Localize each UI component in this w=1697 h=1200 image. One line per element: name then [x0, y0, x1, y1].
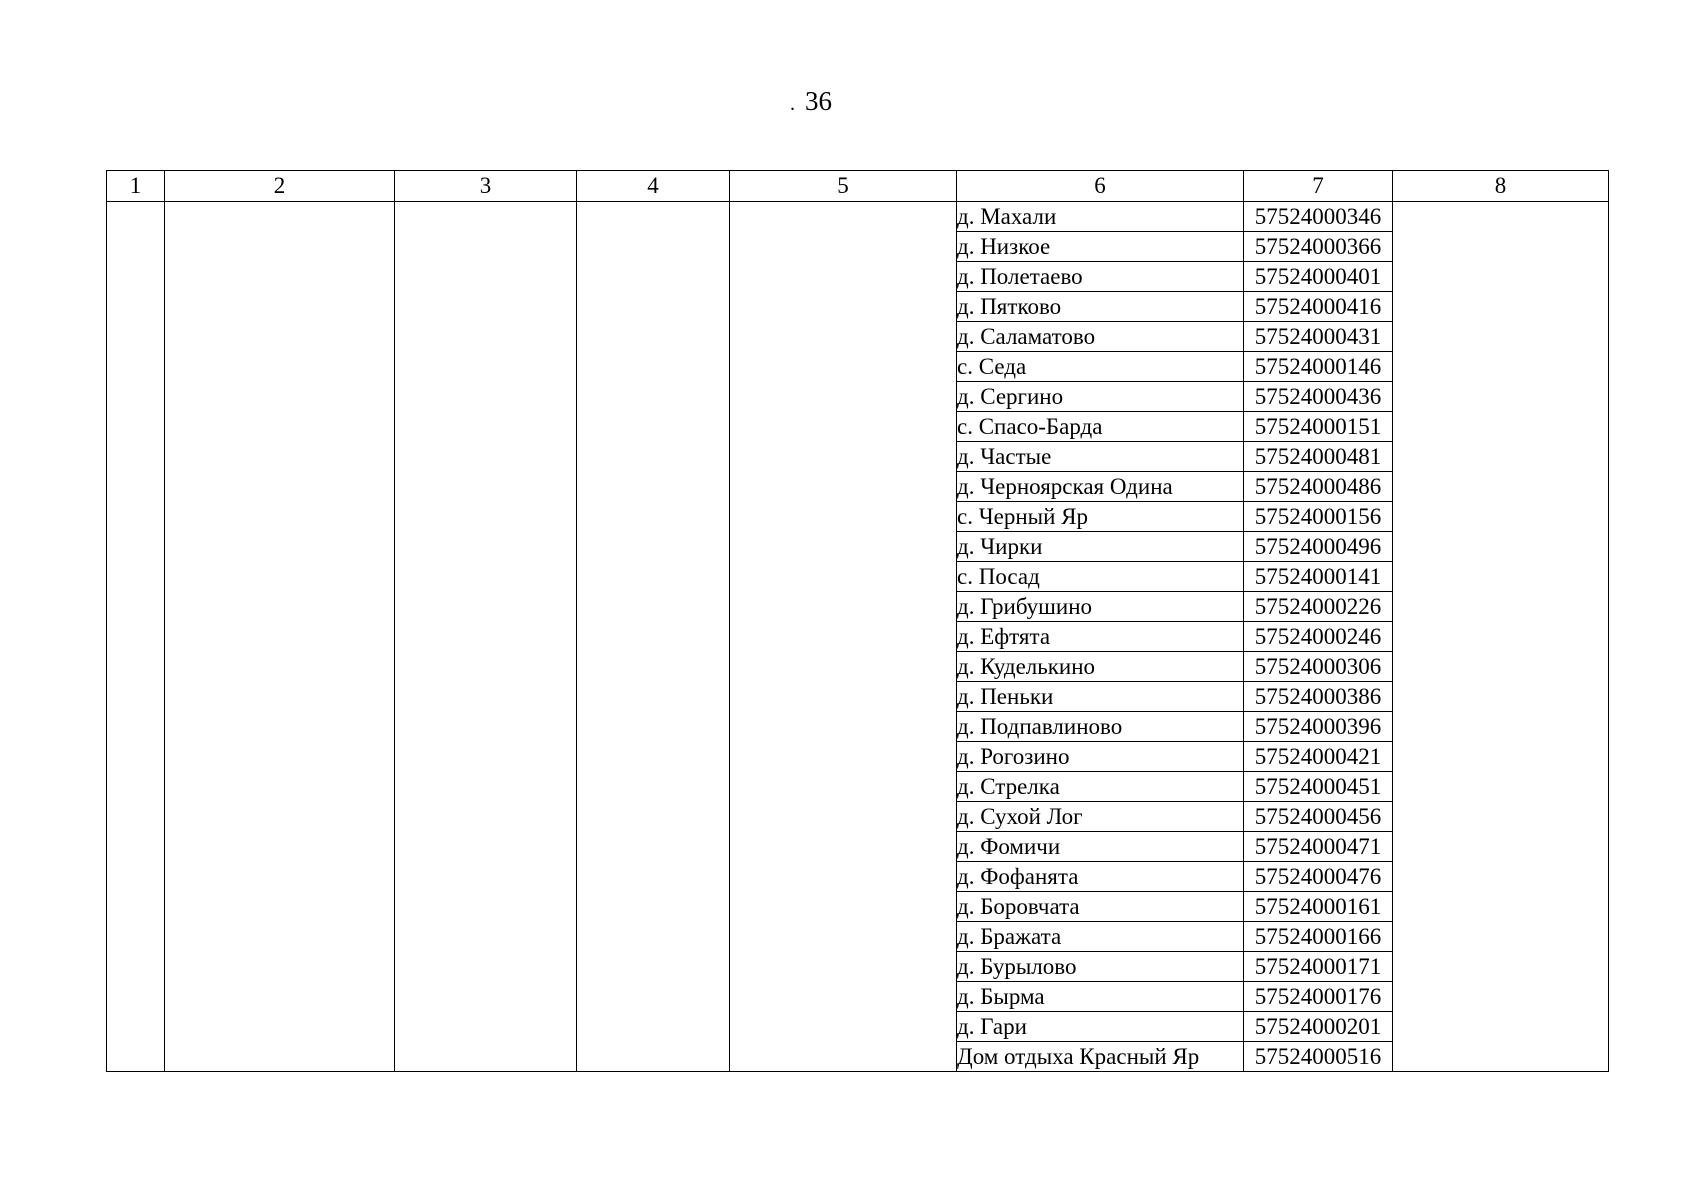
settlement-name: д. Низкое	[957, 232, 1244, 262]
settlement-name: д. Махали	[957, 202, 1244, 232]
oktmo-code: 57524000161	[1244, 892, 1393, 922]
oktmo-code: 57524000431	[1244, 322, 1393, 352]
column-header-3: 3	[395, 171, 577, 202]
column-header-5: 5	[730, 171, 957, 202]
oktmo-code: 57524000366	[1244, 232, 1393, 262]
oktmo-code: 57524000516	[1244, 1042, 1393, 1072]
settlement-name: д. Чирки	[957, 532, 1244, 562]
oktmo-code: 57524000146	[1244, 352, 1393, 382]
settlement-name: д. Сергино	[957, 382, 1244, 412]
column-header-8: 8	[1393, 171, 1609, 202]
oktmo-code: 57524000306	[1244, 652, 1393, 682]
oktmo-code: 57524000151	[1244, 412, 1393, 442]
oktmo-code: 57524000496	[1244, 532, 1393, 562]
page-mark: .	[790, 93, 795, 115]
oktmo-code: 57524000156	[1244, 502, 1393, 532]
oktmo-code: 57524000386	[1244, 682, 1393, 712]
settlement-name: д. Стрелка	[957, 772, 1244, 802]
column-1-cell	[107, 202, 165, 1072]
oktmo-code: 57524000166	[1244, 922, 1393, 952]
oktmo-code: 57524000416	[1244, 292, 1393, 322]
settlement-name: с. Посад	[957, 562, 1244, 592]
settlement-name: д. Грибушино	[957, 592, 1244, 622]
column-2-cell	[165, 202, 395, 1072]
oktmo-code: 57524000201	[1244, 1012, 1393, 1042]
column-4-cell	[577, 202, 730, 1072]
settlement-name: д. Гари	[957, 1012, 1244, 1042]
settlement-name: д. Фофанята	[957, 862, 1244, 892]
settlement-name: с. Спасо-Барда	[957, 412, 1244, 442]
page-number-value: 36	[805, 86, 832, 116]
oktmo-code: 57524000456	[1244, 802, 1393, 832]
settlement-name: с. Седа	[957, 352, 1244, 382]
oktmo-code: 57524000476	[1244, 862, 1393, 892]
settlement-name: д. Фомичи	[957, 832, 1244, 862]
oktmo-code: 57524000171	[1244, 952, 1393, 982]
column-header-1: 1	[107, 171, 165, 202]
settlement-name: д. Сухой Лог	[957, 802, 1244, 832]
oktmo-code: 57524000401	[1244, 262, 1393, 292]
settlements-table	[106, 170, 1609, 1072]
settlement-name: д. Куделькино	[957, 652, 1244, 682]
table-row	[107, 202, 1609, 232]
settlement-name: д. Пятково	[957, 292, 1244, 322]
column-header-4: 4	[577, 171, 730, 202]
oktmo-code: 57524000346	[1244, 202, 1393, 232]
header-row	[107, 171, 1609, 202]
settlement-name: д. Рогозино	[957, 742, 1244, 772]
oktmo-code: 57524000471	[1244, 832, 1393, 862]
column-8-cell	[1393, 202, 1609, 1072]
settlement-name: д. Бурылово	[957, 952, 1244, 982]
settlement-name: д. Пеньки	[957, 682, 1244, 712]
oktmo-code: 57524000176	[1244, 982, 1393, 1012]
oktmo-code: 57524000436	[1244, 382, 1393, 412]
oktmo-code: 57524000141	[1244, 562, 1393, 592]
column-header-6: 6	[957, 171, 1244, 202]
oktmo-code: 57524000486	[1244, 472, 1393, 502]
settlement-name: д. Частые	[957, 442, 1244, 472]
settlement-name: д. Бырма	[957, 982, 1244, 1012]
settlement-name: д. Черноярская Одина	[957, 472, 1244, 502]
settlement-name: д. Бражата	[957, 922, 1244, 952]
settlement-name: Дом отдыха Красный Яр	[957, 1042, 1244, 1072]
column-3-cell	[395, 202, 577, 1072]
oktmo-code: 57524000451	[1244, 772, 1393, 802]
oktmo-code: 57524000246	[1244, 622, 1393, 652]
page-number	[790, 86, 832, 119]
oktmo-code: 57524000226	[1244, 592, 1393, 622]
settlement-name: д. Полетаево	[957, 262, 1244, 292]
column-header-7: 7	[1244, 171, 1393, 202]
settlement-name: с. Черный Яр	[957, 502, 1244, 532]
table-body	[107, 202, 1609, 1072]
oktmo-code: 57524000396	[1244, 712, 1393, 742]
settlement-name: д. Подпавлиново	[957, 712, 1244, 742]
column-header-2: 2	[165, 171, 395, 202]
settlement-name: д. Боровчата	[957, 892, 1244, 922]
oktmo-code: 57524000421	[1244, 742, 1393, 772]
settlement-name: д. Саламатово	[957, 322, 1244, 352]
settlement-name: д. Ефтята	[957, 622, 1244, 652]
oktmo-code: 57524000481	[1244, 442, 1393, 472]
column-5-cell	[730, 202, 957, 1072]
